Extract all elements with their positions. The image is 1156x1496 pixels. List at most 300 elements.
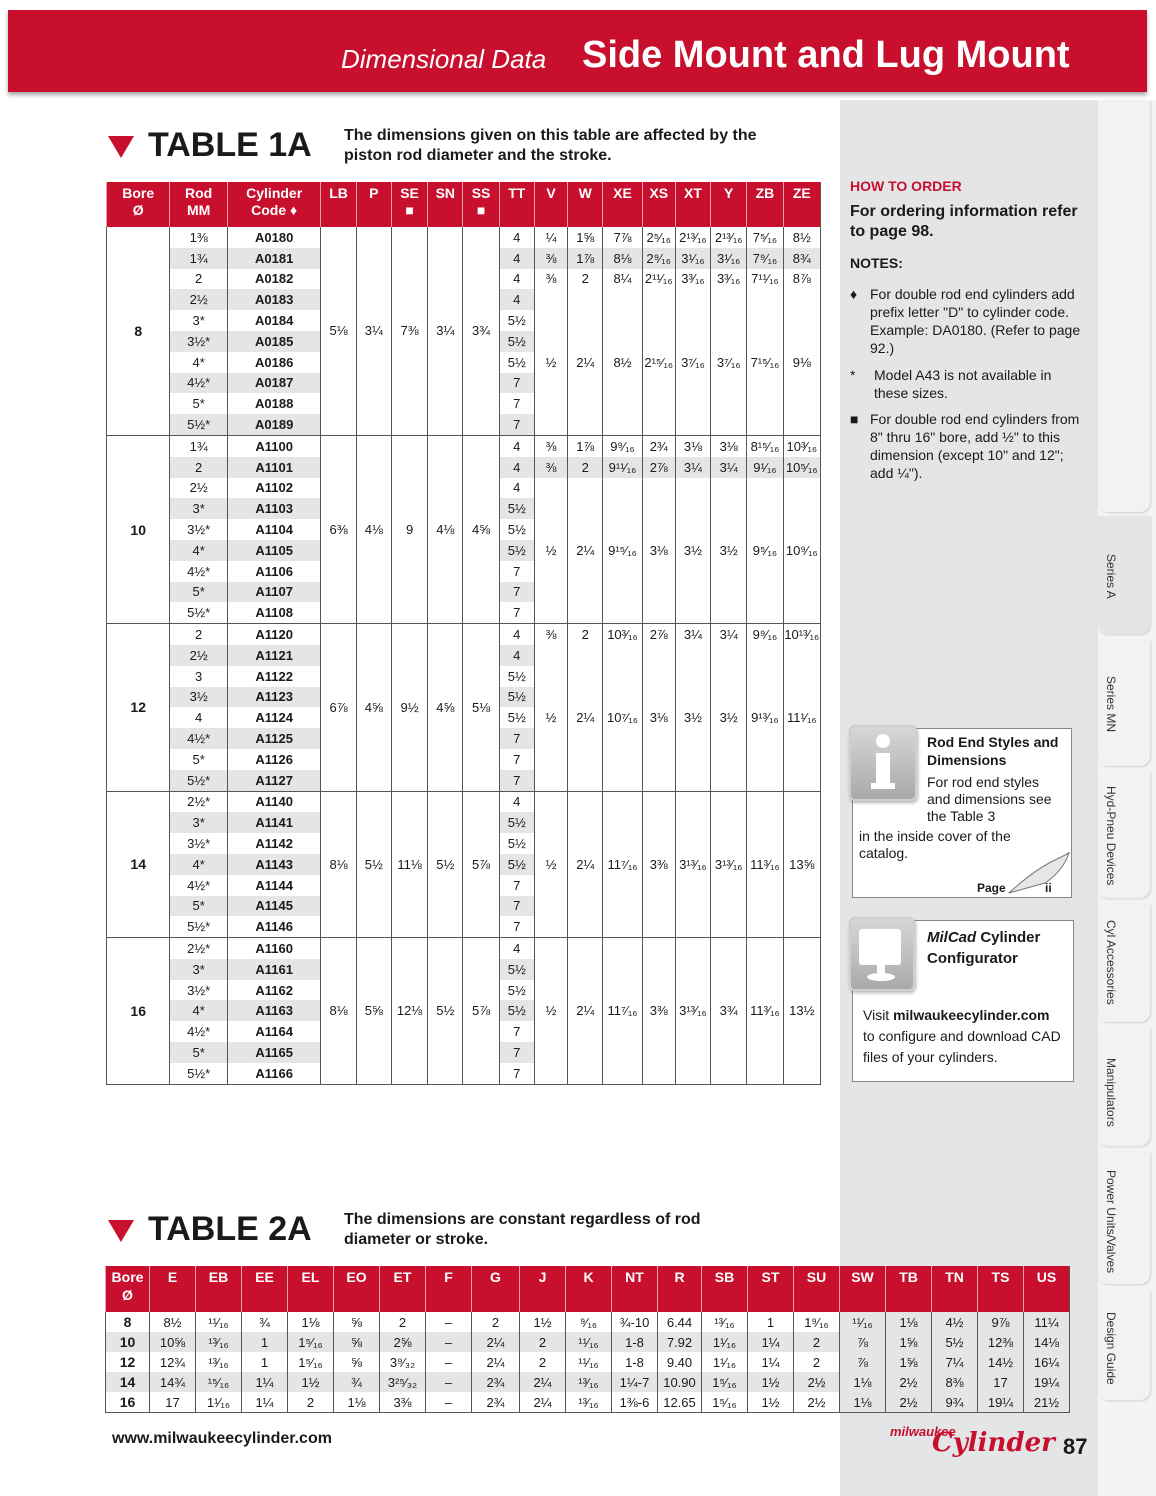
dim-cell: 1¼-7 [612,1372,658,1392]
bore-cell: 16 [107,938,170,1085]
dim-cell: 7⁹⁄₁₆ [747,248,783,269]
tt-cell: 4 [499,289,534,310]
tab-label: Series MN [1104,676,1118,733]
dim-cell: 1⅞ [568,435,603,456]
dim-cell: 7⁵⁄₁₆ [747,227,783,248]
cylinder-code-cell: A1101 [227,457,321,478]
cylinder-code-cell: A1108 [227,602,321,623]
dim-cell: 2 [380,1312,426,1332]
dim-cell: 2⅞ [642,457,675,478]
dim-cell: 12.65 [658,1392,702,1413]
dim-cell: ⅜ [534,435,567,456]
header-line: E [167,1269,178,1285]
dim-cell: 1-8 [612,1332,658,1352]
dim-cell: 14¾ [150,1372,196,1392]
tab-blank [1098,100,1150,512]
dim-cell: 1¼ [242,1372,288,1392]
column-header [886,1266,932,1312]
dim-cell: 1⁵⁄₁₆ [702,1372,748,1392]
rod-cell: 5½* [170,770,227,791]
dim-cell: 11⅛ [391,791,427,938]
tt-cell: 7 [499,582,534,603]
cylinder-code-cell: A0185 [227,331,321,352]
tt-cell: 5½ [499,540,534,561]
rod-cell: 4* [170,540,227,561]
rod-end-styles-box [852,728,1072,898]
dim-cell: 2¼ [520,1392,566,1413]
header-line: SU [806,1269,827,1285]
header-title: Side Mount and Lug Mount [582,34,1070,76]
tab-label: Cyl Accessories [1104,920,1118,1005]
rod-cell: 3* [170,812,227,833]
column-header [840,1266,886,1312]
dim-cell: ½ [534,645,567,791]
milcad-text [863,1005,1068,1068]
triangle-icon [108,1220,134,1242]
cylinder-code-cell: A1104 [227,519,321,540]
milcad-title-brand: MilCad [927,929,977,946]
tt-cell: 4 [499,227,534,248]
tt-cell: 7 [499,393,534,414]
dim-cell: ⅞ [840,1332,886,1352]
dim-cell: 11³⁄₁₆ [747,938,783,1085]
rod-cell: 3* [170,310,227,331]
dim-cell: ¹¹⁄₁₆ [566,1332,612,1352]
dim-cell: – [426,1392,472,1413]
column-header [196,1266,242,1312]
dim-cell: 21½ [1024,1392,1070,1413]
rod-cell: 4½* [170,1021,227,1042]
tab-hyd-pneu-devices[interactable] [1098,772,1150,898]
column-header [711,182,747,227]
header-line: ■ [476,202,486,218]
dim-cell: – [426,1312,472,1332]
rod-cell: 4* [170,854,227,875]
column-header [675,182,710,227]
table-row [106,1332,1070,1352]
note-text: For double rod end cylinders add prefix letter "D" to cylinder code. Example: DA0180. (Refer to page 92.) [870,286,1081,356]
tab-design-guide[interactable] [1098,1290,1150,1400]
tt-cell: 7 [499,728,534,749]
dim-cell: 2½ [794,1392,840,1413]
cylinder-code-cell: A0182 [227,269,321,290]
column-header [534,182,567,227]
rod-cell: 3* [170,959,227,980]
tab-label: Hyd-Pneu Devices [1104,786,1118,886]
table1-description: The dimensions given on this table are affected by the piston rod diameter and the stroke. [344,127,757,164]
dim-cell: 1⅛ [840,1372,886,1392]
header-line: MM [186,202,211,218]
column-header [794,1266,840,1312]
tt-cell: 7 [499,1042,534,1063]
cylinder-code-cell: A1141 [227,812,321,833]
dim-cell: 1¼ [748,1332,794,1352]
tab-series-a[interactable] [1098,516,1150,634]
dim-cell: ¹³⁄₁₆ [196,1352,242,1372]
cylinder-code-cell: A1164 [227,1021,321,1042]
cylinder-code-cell: A1142 [227,833,321,854]
dim-cell: 8⅛ [603,248,642,269]
column-header [658,1266,702,1312]
dim-cell: 2¼ [568,478,603,624]
dim-cell: 14⅛ [1024,1332,1070,1352]
cylinder-code-cell: A1163 [227,1000,321,1021]
tt-cell: 4 [499,624,534,645]
header-line: Ø [122,1287,133,1303]
dim-cell: 9⁹⁄₁₆ [603,435,642,456]
header-line: Ø [132,202,144,218]
cylinder-code-cell: A0189 [227,414,321,435]
dim-cell: ½ [534,289,567,435]
dim-cell: 1⅛ [334,1392,380,1413]
page-header [8,10,1147,92]
table2-description: The dimensions are constant regardless of rod diameter or stroke. [344,1211,701,1248]
tt-cell: 5½ [499,498,534,519]
dim-cell: 3⅛ [711,435,747,456]
cylinder-code-cell: A1100 [227,435,321,456]
dim-cell: 2½ [886,1392,932,1413]
dim-cell: 8¼ [603,269,642,290]
dim-cell: 5⅛ [321,227,356,435]
header-line: Bore [111,1269,144,1285]
table-row [107,938,821,959]
dim-cell: 2¼ [472,1352,520,1372]
column-header [107,182,170,227]
dim-cell: ⅝ [334,1312,380,1332]
dim-cell: 2½ [794,1372,840,1392]
dim-cell: 13½ [783,938,820,1085]
column-header [520,1266,566,1312]
cylinder-code-cell: A1102 [227,478,321,499]
dim-cell: 2 [288,1392,334,1413]
dim-cell: 7¹¹⁄₁₆ [747,269,783,290]
dim-cell: 5⅛ [463,624,499,791]
tab-label: Series A [1104,554,1118,599]
dim-cell: 4⅛ [356,435,391,623]
tt-cell: 5½ [499,519,534,540]
column-header [106,1266,150,1312]
dim-cell: 1⅛ [288,1312,334,1332]
dim-cell: 3¹³⁄₁₆ [711,791,747,938]
table-row [106,1392,1070,1413]
dim-cell: 9⅞ [978,1312,1024,1332]
tt-cell: 5½ [499,1000,534,1021]
dim-cell: 8½ [603,289,642,435]
dim-cell: 2 [568,269,603,290]
dim-cell: 5½ [932,1332,978,1352]
tt-cell: 5½ [499,959,534,980]
rod-cell: 3½ [170,687,227,708]
cylinder-code-cell: A1140 [227,791,321,812]
rod-cell: 1⅜ [170,227,227,248]
header-line: W [578,185,592,201]
tt-cell: 5½ [499,812,534,833]
tt-cell: 7 [499,414,534,435]
dim-cell: 3¾ [711,938,747,1085]
dim-cell: ¾ [242,1312,288,1332]
dim-cell: 6⅜ [321,435,356,623]
header-line: EO [346,1269,367,1285]
header-line: NT [625,1269,644,1285]
table-row [107,435,821,456]
dim-cell: 3¼ [675,457,710,478]
column-header [426,1266,472,1312]
notes-heading: NOTES: [850,255,903,271]
table1-heading [108,126,328,166]
dim-cell: 3¹⁄₁₆ [711,248,747,269]
dim-cell: 1¼ [242,1392,288,1413]
asterisk-icon: * [850,367,856,383]
tt-cell: 5½ [499,666,534,687]
rod-cell: 4½* [170,373,227,394]
cylinder-code-cell: A0187 [227,373,321,394]
dim-cell: 2¾ [472,1392,520,1413]
dim-cell: 2 [568,624,603,645]
dim-cell: 2 [568,457,603,478]
header-line: ET [393,1269,412,1285]
rod-cell: 5½* [170,414,227,435]
column-header [391,182,427,227]
dim-cell: 3⁷⁄₁₆ [675,289,710,435]
dim-cell: 2¼ [568,645,603,791]
dim-cell: 8⅜ [932,1372,978,1392]
dim-cell: 7¼ [932,1352,978,1372]
page-curl-icon [1005,849,1073,895]
dim-cell: 1-8 [612,1352,658,1372]
dim-cell: 4⅝ [356,624,391,791]
rod-cell: 4 [170,707,227,728]
header-line: F [444,1269,453,1285]
footer-url-link[interactable]: www.milwaukeecylinder.com [112,1430,332,1447]
rod-cell: 5½* [170,916,227,937]
dim-cell: 4⅝ [428,624,463,791]
dim-cell: ¹³⁄₁₆ [702,1312,748,1332]
cylinder-code-cell: A1127 [227,770,321,791]
dim-cell: 3¹³⁄₁₆ [675,938,710,1085]
dim-cell: ⅜ [534,624,567,645]
dim-cell: 2¹⁵⁄₁₆ [642,289,675,435]
tt-cell: 5½ [499,854,534,875]
milcad-url-link[interactable]: milwaukeecylinder.com [893,1007,1050,1023]
rod-cell: 2 [170,269,227,290]
bore-cell: 14 [106,1372,150,1392]
column-header [242,1266,288,1312]
cylinder-code-cell: A1161 [227,959,321,980]
header-line: Y [724,185,734,201]
milcad-box [852,920,1074,1082]
rod-box-page-number[interactable]: ii [1045,881,1052,895]
dim-cell: 3³⁄₁₆ [711,269,747,290]
dim-cell: ¾ [334,1372,380,1392]
tt-cell: 7 [499,896,534,917]
table1 [106,182,821,1085]
dim-cell: 9.40 [658,1352,702,1372]
dim-cell: 9 [391,435,427,623]
dim-cell: 4½ [932,1312,978,1332]
rod-box-text: For rod end styles and dimensions see the Table 3 [927,774,1052,824]
dim-cell: 10⁷⁄₁₆ [603,645,642,791]
dim-cell: 5½ [428,791,463,938]
dim-cell: 12⅛ [391,938,427,1085]
dim-cell: 2¹¹⁄₁₆ [642,269,675,290]
column-header [566,1266,612,1312]
dim-cell: 3¼ [356,227,391,435]
column-header [499,182,534,227]
dim-cell: 6⅞ [321,624,356,791]
dim-cell: 1 [242,1352,288,1372]
dim-cell: 2¼ [568,289,603,435]
header-line: XS [649,185,669,201]
cylinder-code-cell: A1162 [227,980,321,1001]
column-header [334,1266,380,1312]
cylinder-code-cell: A1123 [227,687,321,708]
dim-cell: 11¼ [1024,1312,1070,1332]
dim-cell: ⅞ [840,1352,886,1372]
header-line: TN [945,1269,964,1285]
note-text: Model A43 is not available in these sizes. [874,367,1052,401]
cylinder-code-cell: A1105 [227,540,321,561]
dim-cell: ½ [534,791,567,938]
header-line: EL [301,1269,320,1285]
dim-cell: 16¼ [1024,1352,1070,1372]
header-line: ZB [755,185,775,201]
tt-cell: 5½ [499,980,534,1001]
dim-cell: 2¹³⁄₁₆ [675,227,710,248]
rod-cell: 2½* [170,791,227,812]
cylinder-code-cell: A1121 [227,645,321,666]
how-to-order-text: For ordering information refer to page 98. [850,203,1078,240]
dim-cell: 9⁹⁄₁₆ [747,624,783,645]
diamond-icon: ♦ [850,286,858,302]
dim-cell: 3⅛ [675,435,710,456]
table2-title: TABLE 2A [148,1210,312,1248]
rod-cell: 3½* [170,331,227,352]
dim-cell: 8½ [783,227,820,248]
header-line: P [369,185,379,201]
dim-cell: ¹¹⁄₁₆ [840,1312,886,1332]
tt-cell: 5½ [499,331,534,352]
dim-cell: 3¾ [463,227,499,435]
tt-cell: 4 [499,938,534,959]
column-header [747,182,783,227]
dim-cell: ⅜ [534,269,567,290]
dim-cell: 5½ [356,791,391,938]
column-header [642,182,675,227]
dim-cell: ½ [534,478,567,624]
dim-cell: – [426,1372,472,1392]
dim-cell: ¹³⁄₁₆ [196,1332,242,1352]
tab-cyl-accessories[interactable] [1098,904,1150,1022]
dim-cell: 1⅞ [568,248,603,269]
dim-cell: 2¼ [472,1332,520,1352]
header-subtitle: Dimensional Data [341,44,547,74]
column-header [170,182,227,227]
rod-cell: 5½* [170,602,227,623]
rod-box-text2: in the inside cover of the catalog. [859,828,1011,861]
note-asterisk [850,366,1085,402]
dim-cell: ⅜ [534,457,567,478]
tab-label: Manipulators [1104,1058,1118,1127]
header-line: G [490,1269,501,1285]
header-line: TB [899,1269,918,1285]
rod-cell: 2½ [170,478,227,499]
tab-power-units-valves[interactable] [1098,1152,1150,1284]
dim-cell: 3¼ [675,624,710,645]
bore-cell: 8 [106,1312,150,1332]
header-line: Cylinder [246,185,303,201]
dim-cell: 3⅜ [380,1392,426,1413]
dim-cell: 3²⁵⁄₃₂ [380,1372,426,1392]
tt-cell: 5½ [499,707,534,728]
dim-cell: 5⅝ [356,938,391,1085]
tab-label: Power Units/Valves [1104,1170,1118,1274]
dim-cell: 8¾ [783,248,820,269]
milcad-description: to configure and download CAD files of your cylinders. [863,1028,1061,1065]
dim-cell: 1½ [520,1312,566,1332]
dim-cell: 13⅝ [783,791,820,938]
cylinder-code-cell: A1107 [227,582,321,603]
dim-cell: 2⅞ [642,624,675,645]
tab-series-mn[interactable] [1098,640,1150,766]
column-header [783,182,820,227]
bore-cell: 10 [107,435,170,623]
dim-cell: 10³⁄₁₆ [603,624,642,645]
header-line: XT [684,185,702,201]
milcad-title-line2: Configurator [927,950,1018,967]
dim-cell: 2½ [886,1372,932,1392]
cylinder-code-cell: A1165 [227,1042,321,1063]
dim-cell: – [426,1352,472,1372]
tt-cell: 4 [499,645,534,666]
column-header [288,1266,334,1312]
column-header [1024,1266,1070,1312]
rod-cell: 2½ [170,289,227,310]
column-header [748,1266,794,1312]
dim-cell: 2¾ [472,1372,520,1392]
tt-cell: 7 [499,602,534,623]
dim-cell: 11³⁄₁₆ [747,791,783,938]
rod-cell: 3½* [170,833,227,854]
dim-cell: 2⅝ [380,1332,426,1352]
cylinder-code-cell: A1146 [227,916,321,937]
dim-cell: 2⁹⁄₁₆ [642,248,675,269]
dim-cell: 3⁹⁄₃₂ [380,1352,426,1372]
rod-cell: 2½* [170,938,227,959]
bore-cell: 16 [106,1392,150,1413]
dim-cell: 2¼ [568,791,603,938]
tt-cell: 5½ [499,833,534,854]
dim-cell: 1⅜-6 [612,1392,658,1413]
column-header [978,1266,1024,1312]
header-line: LB [329,185,348,201]
tt-cell: 4 [499,435,534,456]
tab-manipulators[interactable] [1098,1028,1150,1146]
dim-cell: 9¹³⁄₁₆ [747,645,783,791]
bore-cell: 14 [107,791,170,938]
table2-heading [108,1210,328,1250]
tt-cell: 7 [499,749,534,770]
dim-cell: 3¼ [711,624,747,645]
dim-cell: 9¾ [932,1392,978,1413]
rod-cell: 4½* [170,561,227,582]
cylinder-code-cell: A1124 [227,707,321,728]
dim-cell: 11⁷⁄₁₆ [603,938,642,1085]
tt-cell: 4 [499,269,534,290]
tt-cell: 5½ [499,310,534,331]
dim-cell: 2 [520,1332,566,1352]
dim-cell: ¹¹⁄₁₆ [196,1312,242,1332]
rod-cell: 5* [170,582,227,603]
